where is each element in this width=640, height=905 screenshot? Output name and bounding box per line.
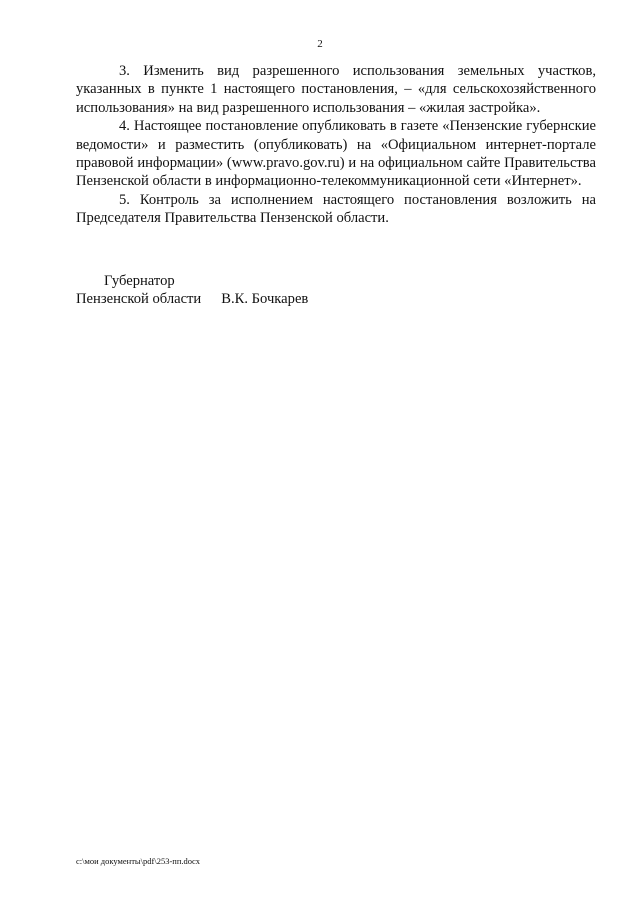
signature-block <box>76 272 376 309</box>
page-number: 2 <box>317 38 323 50</box>
signatory-region: Пензенской области <box>76 291 202 308</box>
signatory-position: Губернатор <box>104 273 175 289</box>
paragraph-item-3: 3. Изменить вид разрешенного использования земельных участков, указанных в пункте 1 настоящего постановления, – «для сельскохозяйственного использования» на вид разрешенного использования – «жилая застройка». <box>76 63 596 116</box>
footer-file-path: c:\мои документы\pdf\253-пп.docx <box>76 856 201 866</box>
paragraph-item-4: 4. Настоящее постановление опубликовать в газете «Пензенские губернские ведомости» и разместить (опубликовать) на «Официальном интернет-портале правовой информации» (www.pravo.gov.ru) и на официальном сайте Правительства Пензенской области в информационно-телекоммуникационной сети «Интернет». <box>76 118 596 190</box>
signatory-name: В.К. Бочкарев <box>221 291 309 308</box>
document-body <box>76 62 596 228</box>
signatory-region-line <box>76 290 376 308</box>
paragraph-item-5: 5. Контроль за исполнением настоящего постановления возложить на Председателя Правительства Пензенской области. <box>76 191 596 227</box>
